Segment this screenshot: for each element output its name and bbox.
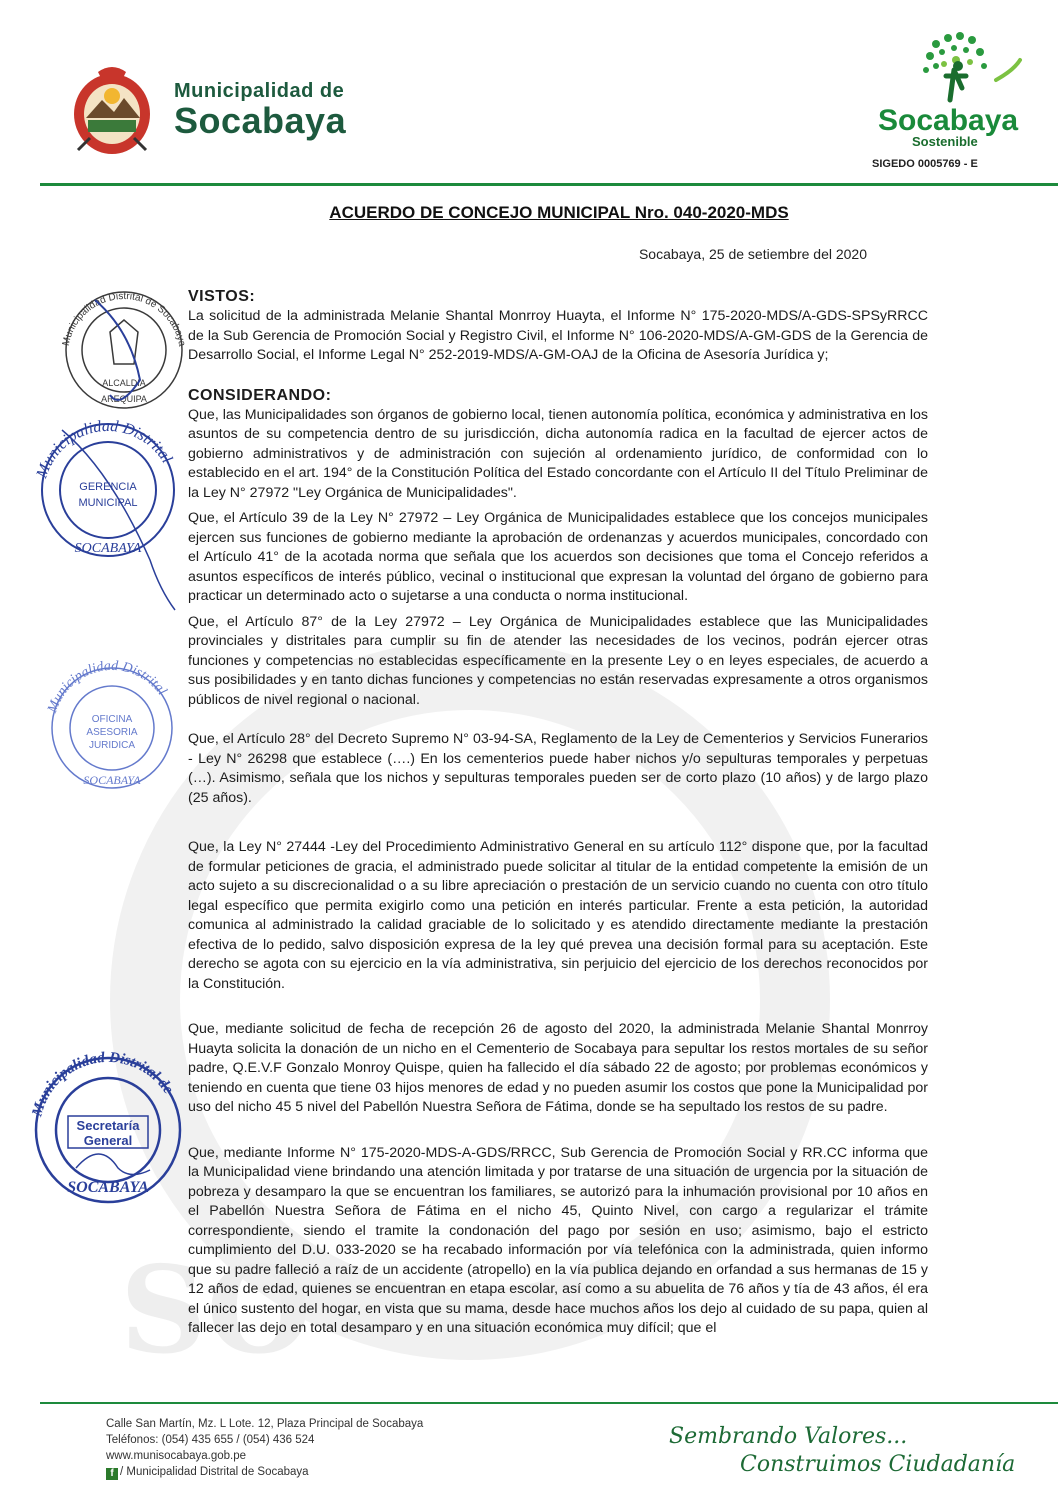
considerando-heading: CONSIDERANDO:	[188, 386, 332, 404]
gerencia-bottom-text: SOCABAYA	[74, 541, 142, 556]
alcaldia-bottom-text: AREQUIPA	[101, 394, 147, 404]
footer-facebook-text: / Municipalidad Distrital de Socabaya	[120, 1466, 309, 1478]
alcaldia-center-text: ALCALDIA	[102, 378, 146, 388]
sigedo-number: SIGEDO 0005769 - E	[872, 158, 978, 170]
stamps-column	[0, 0, 200, 1495]
socabaya-logo-subtitle: Sostenible	[912, 134, 978, 149]
considerando-paragraph: Que, el Artículo 39 de la Ley N° 27972 – Ley Orgánica de Municipalidades establece que los concejos municipales ejercen sus funciones de gobierno mediante la aprobación de ordenanzas y acuerdos municipales, concordado con el Artículo 41° de la acotada norma que señala que los acuerdos son decisiones que toma el Concejo referidos a asuntos específicos de interés público, vecinal o institucional que expresan la voluntad del órgano de gobierno para practicar un determinado acto o sujetarse a una conducta o norma institucional.	[188, 510, 928, 604]
considerando-paragraph: Que, mediante solicitud de fecha de recepción 26 de agosto del 2020, la administrada Melanie Shantal Monrroy Huayta solicita la donación de un nicho en el Cementerio de Socabaya para sepultar los restos mortales de su señor padre, Q.E.V.F Gonzalo Monroy Quispe, quien ha fallecido el día sábado 22 de agosto; por problemas económicos y teniendo en cuenta que tiene 03 hijos menores de edad y no pueden asumir los costos que pone la Municipalidad por uso del nicho 45 5 nivel del Pabellón Nuestra Señora de Fátima, donde se ha sepultado los restos de su padre.	[188, 1021, 928, 1115]
considerando-paragraph: Que, las Municipalidades son órganos de gobierno local, tienen autonomía política, económica y administrativa en los asuntos de su competencia dentro de su jurisdicción, dicha autonomía radica en la facultad de ejercer actos de gobierno administrativos y de administración con sujeción al ordenamiento jurídico, de conformidad con lo establecido en el art. 194° de la Constitución Política del Estado concordante con el Artículo II del Título Preliminar de la Ley N° 27972 "Ley Orgánica de Municipalidades".	[188, 406, 928, 501]
svg-text:Municipalidad Distrital	[33, 418, 175, 481]
document-body	[188, 287, 928, 1351]
slogan-line-1: Sembrando Valores...	[669, 1424, 908, 1449]
oaj-ring-text: Municipalidad Distrital	[45, 658, 170, 715]
document-date: Socabaya, 25 de setiembre del 2020	[638, 246, 867, 262]
alcaldia-stamp	[61, 291, 188, 408]
considerando-paragraph: Que, el Artículo 87° de la Ley 27972 – Ley Orgánica de Municipalidades establece que las Municipalidades provinciales y distritales para cumplir su fin de atender las necesidades de los vecinos, podrán ejercer otras funciones y competencias no establecidas específicamente en la presente Ley o en leyes especiales, de acuerdo a sus posibilidades y en tanto dichas funciones y competencias no están reservadas expresamente a otros organismos públicos de nivel regional o nacional.	[188, 613, 928, 708]
secretaria-bottom-text: SOCABAYA	[67, 1179, 149, 1196]
secretaria-center-text: General	[83, 1133, 133, 1148]
socabaya-logo-text: Socabaya	[878, 104, 1019, 137]
oaj-center-text: ASESORIA	[86, 727, 138, 738]
tree-logo-icon	[896, 30, 1026, 110]
watermark-text: SO	[120, 1240, 312, 1381]
considerando-paragraph: Que, el Artículo 28° del Decreto Supremo N° 03-94-SA, Reglamento de la Ley de Cementerios y Servicios Funerarios - Ley N° 26298 que establece (….) En los cementerios puede haber nichos y/o sepulturas temporales y perpetuas (…). Asimismo, señala que los nichos y sepulturas temporales pueden ser de corto plazo (10 años) y de largo plazo (25 años).	[188, 731, 928, 806]
vistos-heading: VISTOS:	[188, 288, 256, 305]
secretaria-center-text: Secretaría	[76, 1118, 140, 1133]
oaj-center-text: OFICINA	[91, 714, 133, 725]
secretaria-stamp	[29, 1050, 180, 1202]
footer-address-line: Calle San Martín, Mz. L Lote. 12, Plaza Principal de Socabaya	[106, 1418, 424, 1430]
alcaldia-ring-text: Municipalidad Distrital de Socabaya	[60, 290, 188, 348]
footer-phones: Teléfonos: (054) 435 655 / (054) 436 524	[106, 1434, 315, 1446]
footer-divider	[40, 1402, 1058, 1404]
document-title: ACUERDO DE CONCEJO MUNICIPAL Nro. 040-2020-MDS	[329, 203, 789, 222]
secretaria-ring-text: Municipalidad Distrital de	[29, 1049, 177, 1119]
considerando-paragraph: Que, la Ley N° 27444 -Ley del Procedimiento Administrativo General en su artículo 112° dispone que, por la facultad de formular peticiones de gracia, el administrado puede solicitar al titular de la entidad competente la emisión de un acto sujeto a su discrecionalidad o a su libre apreciación o prestación de un servicio cuando no cuenta con otro título legal específico que permita exigirlo como una petición en interés particular. Frente a esta petición, la autoridad comunica al administrado la calidad graciable de lo solicitado y es atendido directamente mediante la prestación efectiva de lo pedido, salvo disposición expresa de la ley qué prevea una decisión formal para su aceptación. Este derecho se agota con su ejercicio en la vía administrativa, sin perjuicio del ejercicio de los derechos reconocidos por la Constitución.	[188, 839, 928, 992]
footer-contact	[106, 1416, 423, 1480]
oaj-center-text: JURIDICA	[88, 740, 136, 751]
gerencia-stamp	[33, 418, 175, 610]
considerando-paragraph: Que, mediante Informe N° 175-2020-MDS-A-GDS/RRCC, Sub Gerencia de Promoción Social y RR.CC informa que la Municipalidad viene brindando una atención limitada y por tratarse de una situación de urgencia por la situación de pobreza y desamparo la que se encuentran los familiares, se autorizó para la inhumación provisional por 10 años en el Pabellón Nuestra Señora de Fátima en el nicho 45, Quinto Nivel, con cargo a regularizar el trámite correspondiente, siendo el tramite la condonación del pago por sesión en uso; asimismo, bajo el estricto cumplimiento del D.U. 033-2020 se ha recabado información por vía telefónica con la administrada, quien informo que su padre falleció a raíz de un accidente (atropello) en la vía publica dejando en orfandad a sus hermanas de 15 y 12 años de edad, quienes se encuentran en etapa escolar, así como a su abuelita de 76 años y tía de 43 años, él era el único sustento del hogar, en vista que su mama, desde hace muchos años los dejo al cuidado de su papa, quien al fallecer las dejo en total desamparo y en una situación económica muy difícil; que el	[188, 1144, 928, 1336]
vistos-text: La solicitud de la administrada Melanie Shantal Monrroy Huayta, el Informe N° 175-2020-MDS/A-GDS-SPSyRRCC de la Sub Gerencia de Promoción Social y Registro Civil, el Informe N° 106-2020-MDS/A-GM-GDS de la Gerencia de Desarrollo Social, el Informe Legal N° 252-2019-MDS/A-GM-OAJ de la Oficina de Asesoría Jurídica y;	[188, 308, 928, 363]
oaj-bottom-text: SOCABAYA	[83, 773, 141, 787]
facebook-icon: f	[106, 1468, 118, 1480]
footer-facebook	[106, 1464, 423, 1480]
gerencia-center-text: GERENCIA	[79, 481, 137, 493]
oaj-stamp	[45, 659, 172, 788]
gerencia-ring-text: Municipalidad Distrital	[33, 417, 176, 481]
footer-website: www.munisocabaya.gob.pe	[106, 1450, 246, 1462]
municipality-label: Municipalidad de	[174, 80, 345, 102]
municipality-name: Socabaya	[174, 100, 347, 141]
slogan-line-2: Construimos Ciudadanía	[740, 1452, 1016, 1477]
svg-text:Municipalidad Distrital	[45, 659, 170, 716]
gerencia-center-text: MUNICIPAL	[78, 497, 138, 509]
